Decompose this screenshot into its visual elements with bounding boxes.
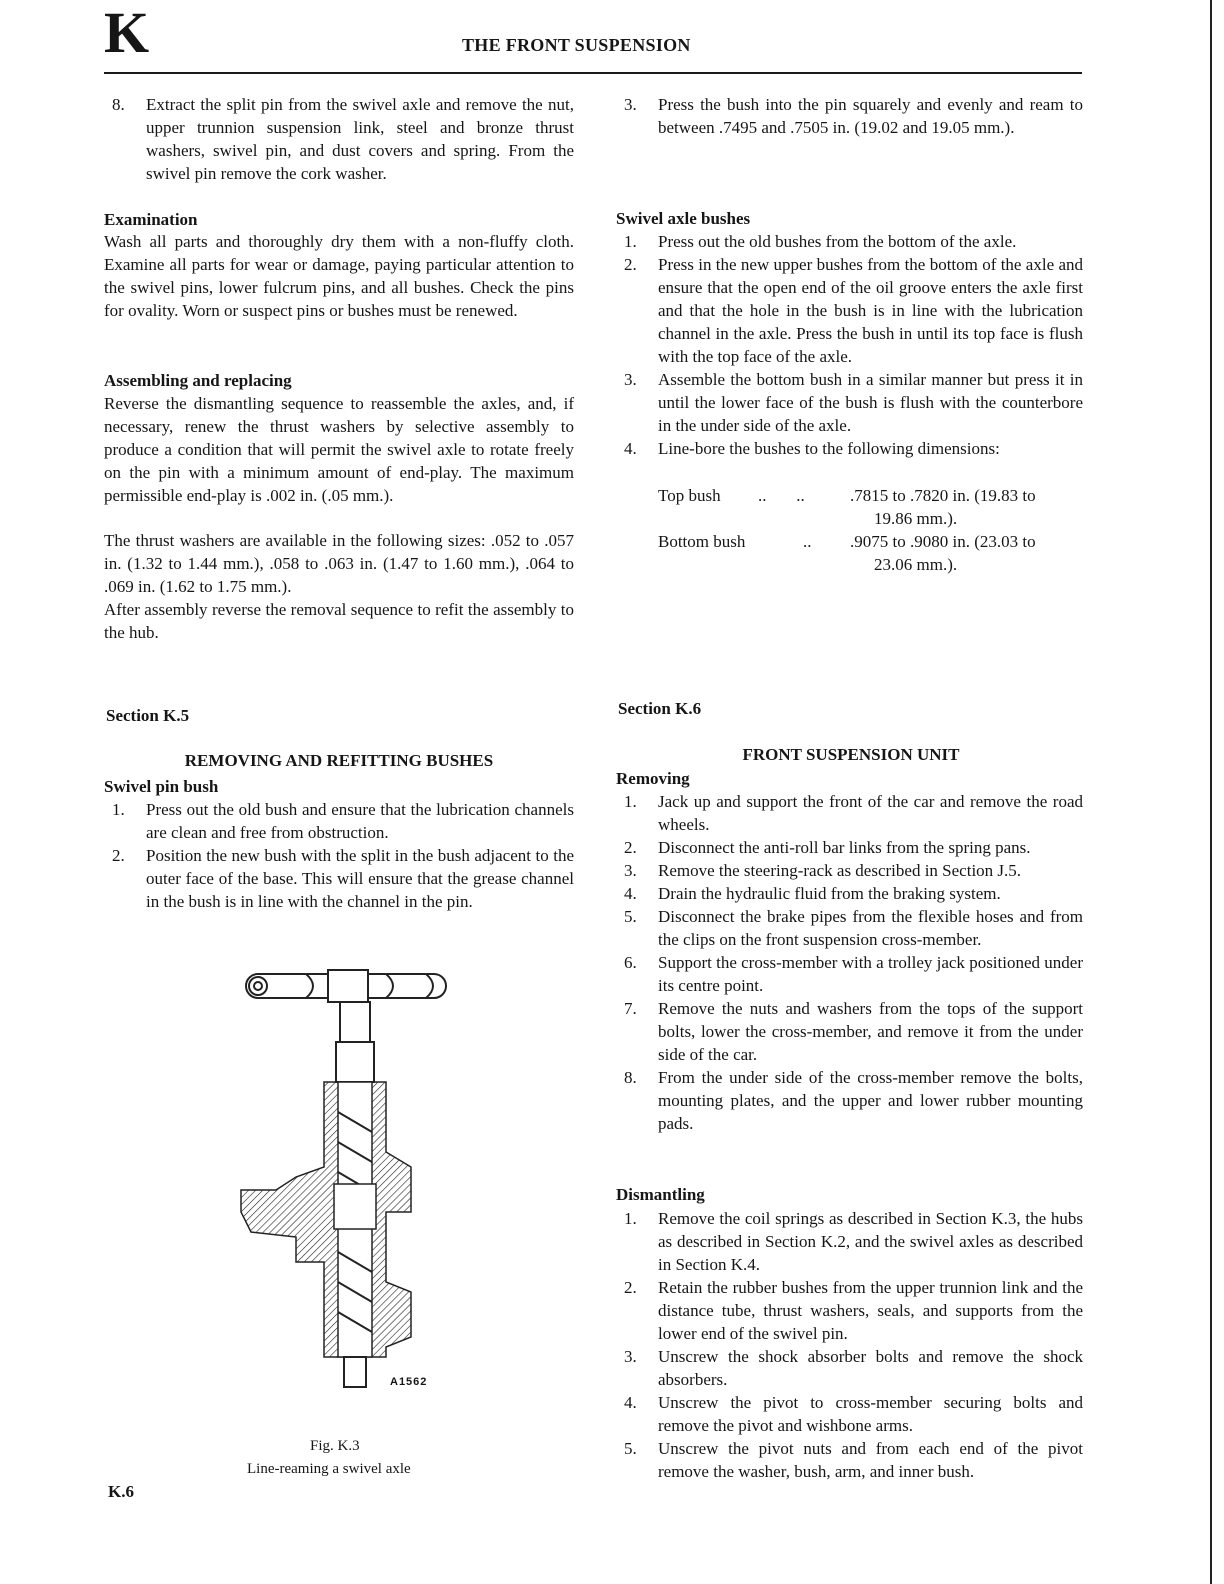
list-item: 4. Drain the hydraulic fluid from the braking system. xyxy=(624,884,1001,903)
figure-caption: Line-reaming a swivel axle xyxy=(247,1461,411,1477)
list-item: 2. Retain the rubber bushes from the upper trunnion link and the distance tube, thrust washers, seals, and supports from the lower end of the swivel pin. xyxy=(624,1278,1083,1343)
step-8-list xyxy=(104,93,574,185)
list-item: 2. Disconnect the anti-roll bar links from the spring pans. xyxy=(624,838,1031,857)
figure-reamer-diagram xyxy=(236,962,456,1402)
swivel-pin-bush-list xyxy=(104,798,574,913)
thrust-washer-sizes: The thrust washers are available in the following sizes: .052 to .057 in. (1.32 to 1.44 mm.), .058 to .063 in. (1.47 to 1.60 mm.), .064 to .069 in. (1.62 to 1.75 mm.). xyxy=(104,531,574,596)
swivel-axle-bushes-list xyxy=(616,230,1083,460)
dimension-value: .7815 to .7820 in. (19.83 to xyxy=(850,486,1036,505)
tommy-bar xyxy=(246,970,446,1002)
page-number: K.6 xyxy=(108,1482,134,1501)
list-item: 2. Press in the new upper bushes from the bottom of the axle and ensure that the open end of the oil groove enters the axle first and that the hole in the bush is in line with the lubrication channel in the axle. Press the bush in until its top face is flush with the top face of the axle. xyxy=(624,255,1083,366)
list-item: 1. Remove the coil springs as described in Section K.3, the hubs as described in Section K.2, and the swivel axles as described in Section K.4. xyxy=(624,1209,1083,1274)
list-item: 6. Support the cross-member with a trolley jack positioned under its centre point. xyxy=(624,953,1083,995)
list-item: 8. Extract the split pin from the swivel axle and remove the nut, upper trunnion suspension link, steel and bronze thrust washers, swivel pin, and dust covers and spring. From the swivel pin remove the cork washer. xyxy=(112,95,574,183)
dimension-row-top-bush xyxy=(658,484,1088,530)
section-k5-label: Section K.5 xyxy=(106,706,190,725)
page-edge-line xyxy=(1210,0,1212,1584)
step-3-list xyxy=(616,93,1083,139)
dimension-row-bottom-bush xyxy=(658,530,1088,576)
dimension-value-cont: 23.06 mm.). xyxy=(874,555,958,574)
header-rule xyxy=(104,72,1082,74)
list-item: 7. Remove the nuts and washers from the tops of the support bolts, lower the cross-member, and remove it from the under side of the car. xyxy=(624,999,1083,1064)
examination-heading: Examination xyxy=(104,210,198,229)
swivel-axle-bushes-heading: Swivel axle bushes xyxy=(616,209,751,228)
reamer-shaft xyxy=(336,1002,374,1082)
dimension-value-cont: 19.86 mm.). xyxy=(874,509,958,528)
dimension-dots: .. xyxy=(803,532,812,551)
swivel-pin-bush-heading: Swivel pin bush xyxy=(104,777,219,796)
dimension-label: Top bush xyxy=(658,486,721,505)
dimension-dots: .. .. xyxy=(758,486,805,505)
after-assembly-text: After assembly reverse the removal sequence to refit the assembly to the hub. xyxy=(104,600,574,642)
removing-heading: Removing xyxy=(616,769,690,788)
figure-label: Fig. K.3 xyxy=(310,1438,360,1454)
list-item: 3. Assemble the bottom bush in a similar manner but press it in until the lower face of the bush is flush with the counterbore in the under side of the axle. xyxy=(624,370,1083,435)
reamer-tail xyxy=(344,1357,366,1387)
list-item: 5. Unscrew the pivot nuts and from each end of the pivot remove the washer, bush, arm, and inner bush. xyxy=(624,1439,1083,1481)
list-item: 3. Remove the steering-rack as described in Section J.5. xyxy=(624,861,1022,880)
section-k6-title: FRONT SUSPENSION UNIT xyxy=(742,745,960,764)
list-item: 3. Press the bush into the pin squarely and evenly and ream to between .7495 and .7505 in. (19.02 and 19.05 mm.). xyxy=(624,95,1083,137)
page-title: THE FRONT SUSPENSION xyxy=(462,35,691,55)
assembling-heading: Assembling and replacing xyxy=(104,371,292,390)
assembling-text: Reverse the dismantling sequence to reassemble the axles, and, if necessary, renew the thrust washers by selective assembly to produce a condition that will permit the swivel axle to rotate freely on the pin with a minimum amount of end-play. The maximum permissible end-play is .002 in. (.05 mm.). xyxy=(104,394,574,505)
dismantling-list xyxy=(616,1207,1083,1483)
swivel-axle-body xyxy=(241,1082,411,1357)
list-item: 2. Position the new bush with the split in the bush adjacent to the outer face of the base. This will ensure that the grease channel in the bush is in line with the channel in the pin. xyxy=(112,846,574,911)
section-k6-label: Section K.6 xyxy=(618,699,702,718)
list-item: 3. Unscrew the shock absorber bolts and remove the shock absorbers. xyxy=(624,1347,1083,1389)
removing-list xyxy=(616,790,1083,1135)
list-item: 4. Unscrew the pivot to cross-member securing bolts and remove the pivot and wishbone arms. xyxy=(624,1393,1083,1435)
list-item: 1. Jack up and support the front of the car and remove the road wheels. xyxy=(624,792,1083,834)
list-item: 5. Disconnect the brake pipes from the flexible hoses and from the clips on the front suspension cross-member. xyxy=(624,907,1083,949)
figure-code: A1562 xyxy=(390,1376,428,1388)
list-item: 8. From the under side of the cross-member remove the bolts, mounting plates, and the upper and lower rubber mounting pads. xyxy=(624,1068,1083,1133)
dimension-value: .9075 to .9080 in. (23.03 to xyxy=(850,532,1036,551)
section-k5-title: REMOVING AND REFITTING BUSHES xyxy=(184,751,494,770)
dimension-label: Bottom bush xyxy=(658,532,746,551)
dismantling-heading: Dismantling xyxy=(616,1185,705,1204)
section-letter: K xyxy=(104,0,148,65)
list-item: 1. Press out the old bushes from the bottom of the axle. xyxy=(624,232,1017,251)
list-item: 1. Press out the old bush and ensure that the lubrication channels are clean and free from obstruction. xyxy=(112,800,574,842)
examination-text: Wash all parts and thoroughly dry them with a non-fluffy cloth. Examine all parts for wear or damage, paying particular attention to the swivel pins, lower fulcrum pins, and all bushes. Check the pins for ovality. Worn or suspect pins or bushes must be renewed. xyxy=(104,232,574,320)
list-item: 4. Line-bore the bushes to the following dimensions: xyxy=(624,439,1000,458)
